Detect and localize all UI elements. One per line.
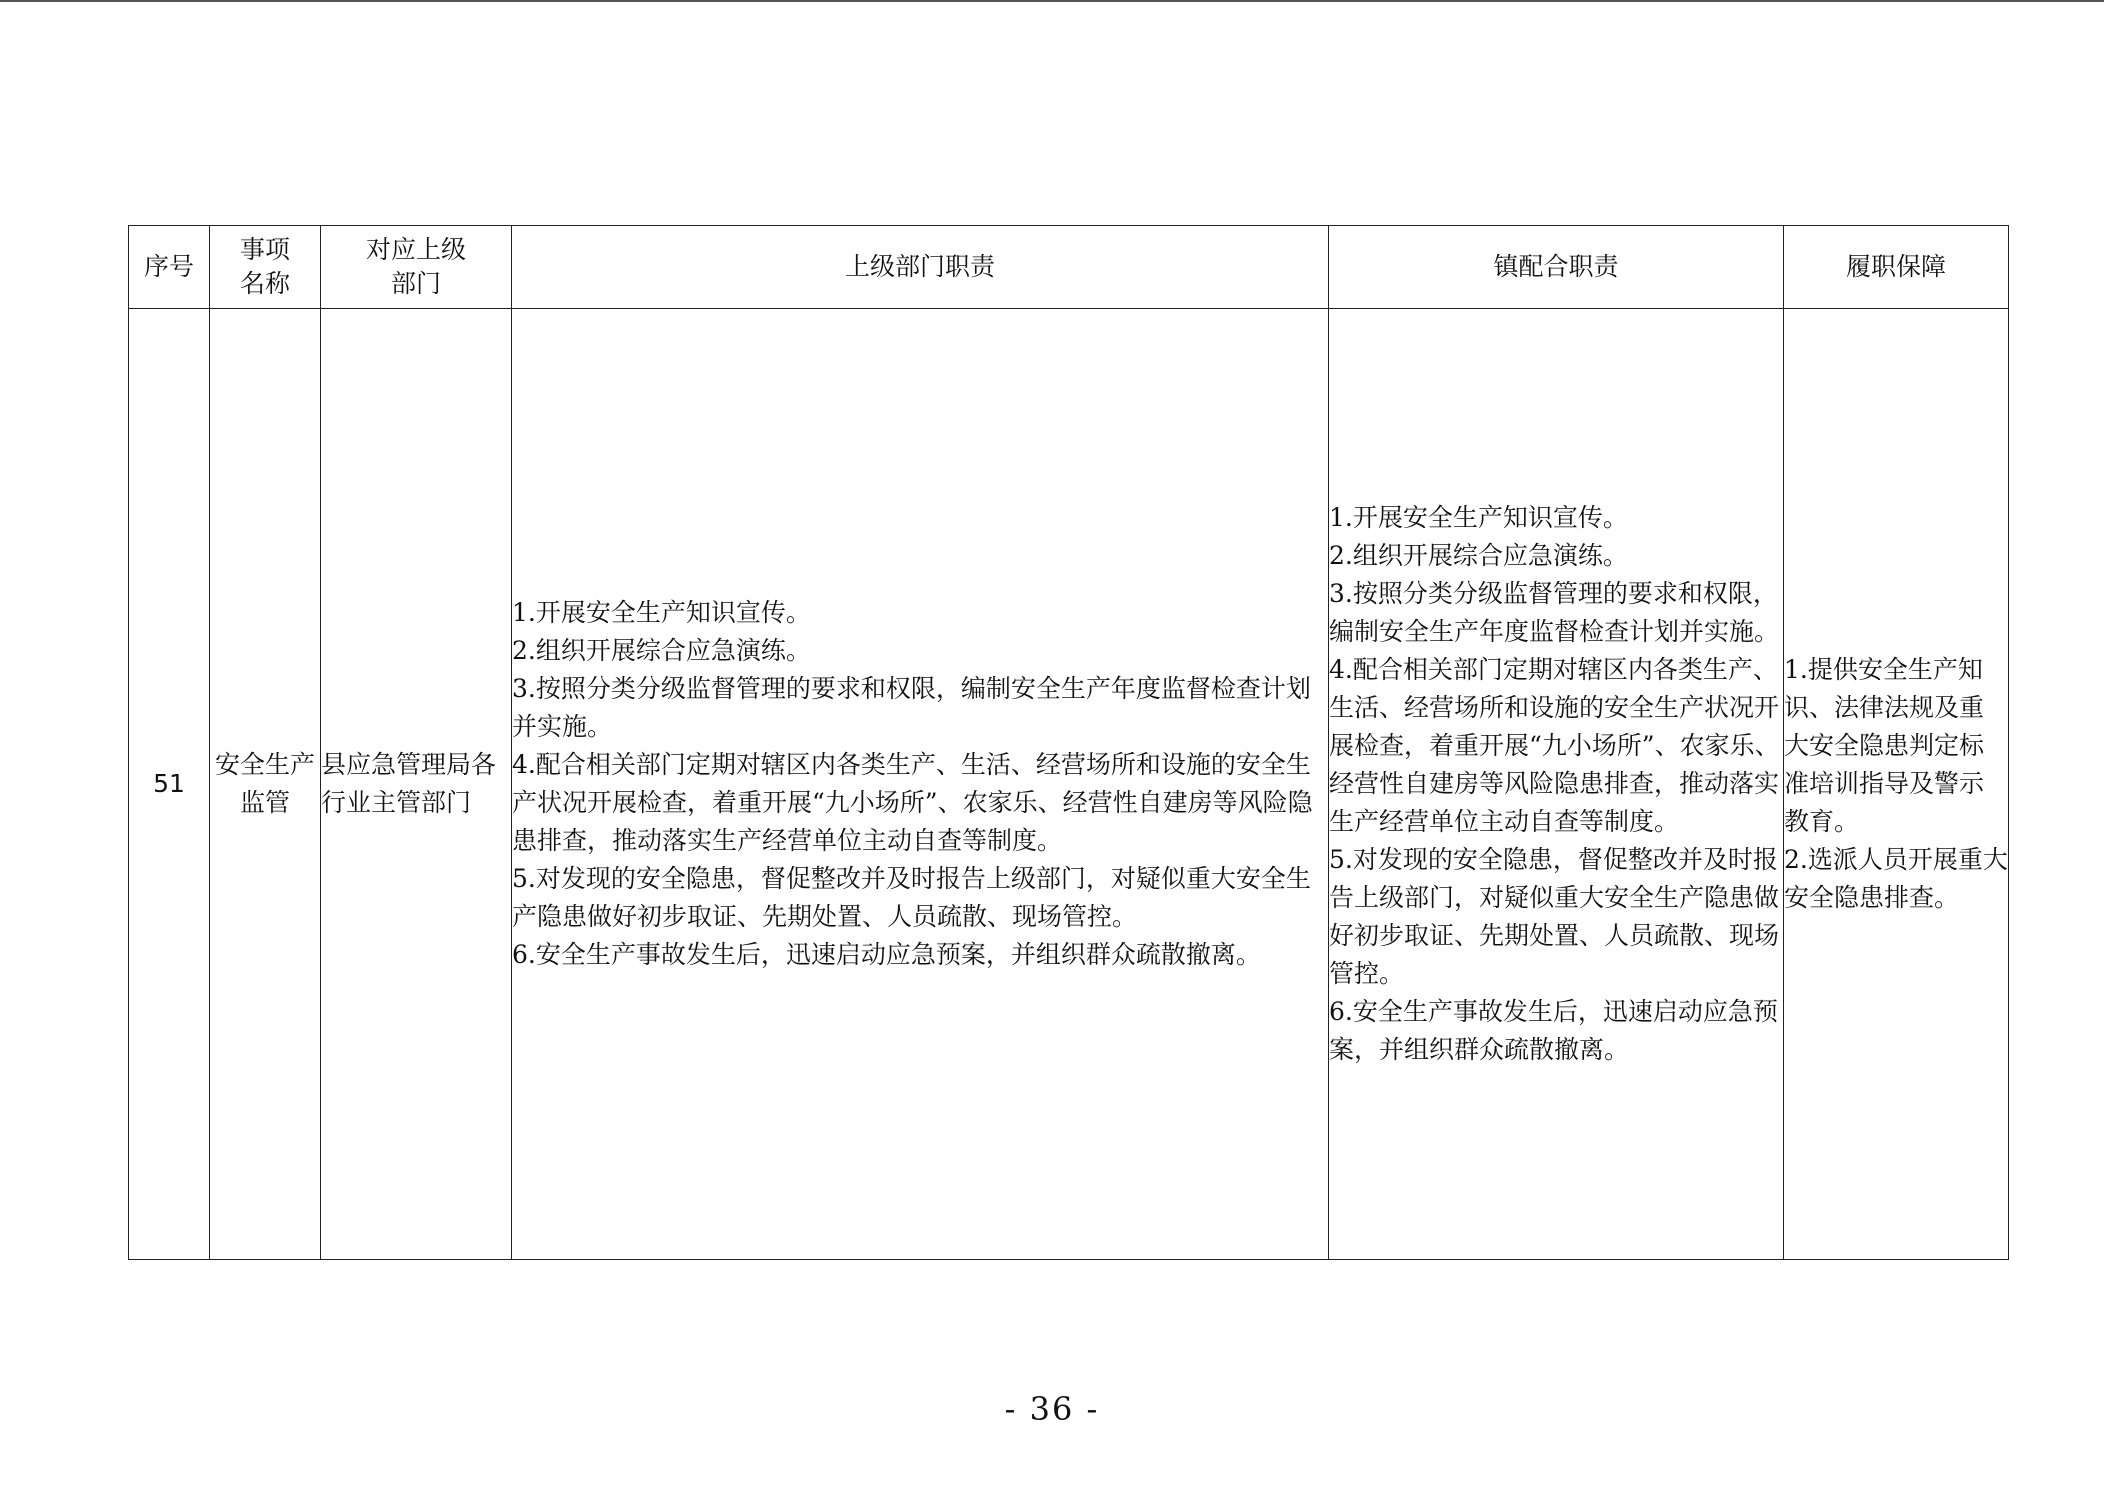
guarantee-item: 1.提供安全生产知识、法律法规及重大安全隐患判定标准培训指导及警示教育。 — [1784, 655, 1985, 836]
upper-duty-item: 1.开展安全生产知识宣传。 — [512, 598, 811, 627]
town-duty-item: 4.配合相关部门定期对辖区内各类生产、生活、经营场所和设施的安全生产状况开展检查，着重开展“九小场所”、农家乐、经营性自建房等风险隐患排查，推动落实生产经营单位主动自查等制度。 — [1329, 655, 1780, 836]
town-duty-item: 6.安全生产事故发生后，迅速启动应急预案，并组织群众疏散撤离。 — [1329, 997, 1778, 1064]
upper-duty-item: 4.配合相关部门定期对辖区内各类生产、生活、经营场所和设施的安全生产状况开展检查，着重开展“九小场所”、农家乐、经营性自建房等风险隐患排查，推动落实生产经营单位主动自查等制度。 — [512, 750, 1313, 855]
row-guarantee — [1784, 309, 2009, 1260]
upper-duty-item: 6.安全生产事故发生后，迅速启动应急预案，并组织群众疏散撤离。 — [512, 940, 1261, 969]
header-upper-duties: 上级部门职责 — [512, 226, 1329, 309]
header-guarantee: 履职保障 — [1784, 226, 2009, 309]
header-town-duties: 镇配合职责 — [1329, 226, 1784, 309]
table-row — [129, 309, 2009, 1260]
upper-duty-item: 3.按照分类分级监督管理的要求和权限，编制安全生产年度监督检查计划并实施。 — [512, 674, 1311, 741]
row-item-name: 安全生产监管 — [210, 309, 321, 1260]
upper-duty-item: 5.对发现的安全隐患，督促整改并及时报告上级部门，对疑似重大安全生产隐患做好初步取证、先期处置、人员疏散、现场管控。 — [512, 864, 1311, 931]
top-border-line — [0, 0, 2104, 2]
upper-duty-item: 2.组织开展综合应急演练。 — [512, 636, 811, 665]
town-duty-item: 5.对发现的安全隐患，督促整改并及时报告上级部门，对疑似重大安全生产隐患做好初步取证、先期处置、人员疏散、现场管控。 — [1329, 845, 1780, 988]
row-town-duties — [1329, 309, 1784, 1260]
town-duty-item: 3.按照分类分级监督管理的要求和权限，编制安全生产年度监督检查计划并实施。 — [1329, 579, 1780, 646]
header-index: 序号 — [129, 226, 210, 309]
row-upper-department: 县应急管理局各行业主管部门 — [321, 309, 512, 1260]
row-upper-duties — [512, 309, 1329, 1260]
header-item-name: 事项名称 — [210, 226, 321, 309]
duty-table — [128, 225, 2009, 1260]
header-upper-department: 对应上级部门 — [321, 226, 512, 309]
town-duty-item: 1.开展安全生产知识宣传。 — [1329, 503, 1628, 532]
header-row — [129, 226, 2009, 309]
town-duty-item: 2.组织开展综合应急演练。 — [1329, 541, 1628, 570]
row-index: 51 — [129, 309, 210, 1260]
guarantee-item: 2.选派人员开展重大安全隐患排查。 — [1784, 845, 2008, 912]
page-number: - 36 - — [1004, 1390, 1100, 1428]
